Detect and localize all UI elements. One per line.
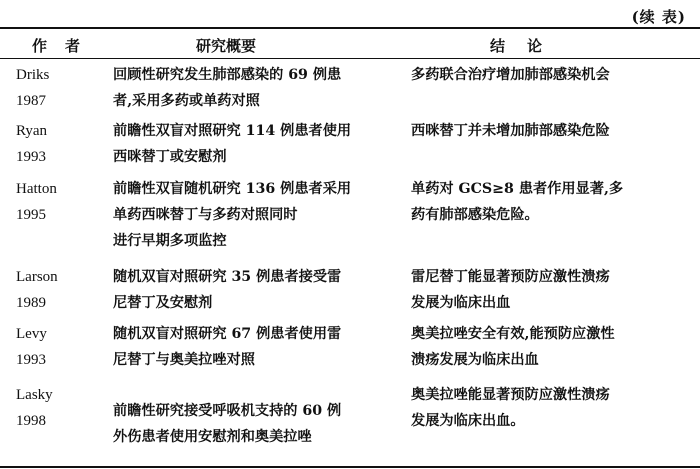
conclusion-line: 发展为临床出血。 (411, 413, 525, 429)
table-bottom-rule (0, 466, 700, 468)
author-year: 1993 (16, 149, 46, 165)
summary-line: 前瞻性双盲对照研究 114 例患者使用 (113, 123, 352, 139)
conclusion-line: 西咪替丁并未增加肺部感染危险 (411, 123, 610, 139)
conclusion-line: 奥美拉唑安全有效,能预防应激性 (411, 326, 615, 342)
author-year: 1993 (16, 352, 46, 368)
conclusion-line: 多药联合治疗增加肺部感染机会 (411, 67, 610, 83)
summary-line: 单药西咪替丁与多药对照同时 (113, 207, 298, 223)
header-summary: 研究概要 (196, 37, 257, 55)
conclusion-cell (411, 382, 691, 434)
conclusion-cell (411, 118, 691, 144)
author-cell (16, 118, 106, 170)
table-top-rule (0, 27, 700, 29)
author-cell (16, 264, 106, 316)
summary-cell (113, 176, 388, 254)
author-name: Levy (16, 326, 47, 342)
author-cell (16, 382, 106, 434)
conclusion-cell (411, 62, 691, 88)
summary-cell (113, 62, 388, 114)
author-name: Larson (16, 269, 58, 285)
author-year: 1987 (16, 93, 46, 109)
author-year: 1989 (16, 295, 46, 311)
author-cell (16, 62, 106, 114)
summary-line: 随机双盲对照研究 35 例患者接受雷 (113, 269, 342, 285)
author-cell (16, 176, 106, 228)
conclusion-line: 溃疡发展为临床出血 (411, 352, 539, 368)
conclusion-line: 奥美拉唑能显著预防应激性溃疡 (411, 387, 610, 403)
summary-line: 随机双盲对照研究 67 例患者使用雷 (113, 326, 342, 342)
conclusion-line: 雷尼替丁能显著预防应激性溃疡 (411, 269, 610, 285)
author-name: Hatton (16, 181, 57, 197)
conclusion-line: 单药对 GCS≥8 患者作用显著,多 (411, 181, 624, 197)
conclusion-line: 药有肺部感染危险。 (411, 207, 539, 223)
summary-line: 尼替丁与奥美拉唑对照 (113, 352, 255, 368)
conclusion-line: 发展为临床出血 (411, 295, 511, 311)
conclusion-cell (411, 321, 691, 373)
author-name: Ryan (16, 123, 48, 139)
summary-line: 外伤患者使用安慰剂和奥美拉唑 (113, 429, 312, 445)
summary-line: 西咪替丁或安慰剂 (113, 149, 227, 165)
author-name: Lasky (16, 387, 53, 403)
summary-line: 尼替丁及安慰剂 (113, 295, 213, 311)
header-author: 作者 (32, 37, 99, 55)
conclusion-cell (411, 264, 691, 316)
summary-cell (113, 321, 388, 373)
summary-cell (113, 118, 388, 170)
continued-label: (续 表) (631, 8, 686, 26)
header-conclusion: 结论 (490, 37, 565, 55)
conclusion-cell (411, 176, 691, 228)
author-cell (16, 321, 106, 373)
summary-line: 前瞻性研究接受呼吸机支持的 60 例 (113, 403, 342, 419)
summary-line: 前瞻性双盲随机研究 136 例患者采用 (113, 181, 352, 197)
author-year: 1998 (16, 413, 46, 429)
author-year: 1995 (16, 207, 46, 223)
summary-line: 进行早期多项监控 (113, 233, 227, 249)
summary-cell (113, 264, 388, 316)
header-rule (0, 58, 700, 59)
summary-line: 者,采用多药或单药对照 (113, 93, 260, 109)
summary-cell (113, 398, 388, 450)
author-name: Driks (16, 67, 50, 83)
summary-line: 回顾性研究发生肺部感染的 69 例患 (113, 67, 342, 83)
